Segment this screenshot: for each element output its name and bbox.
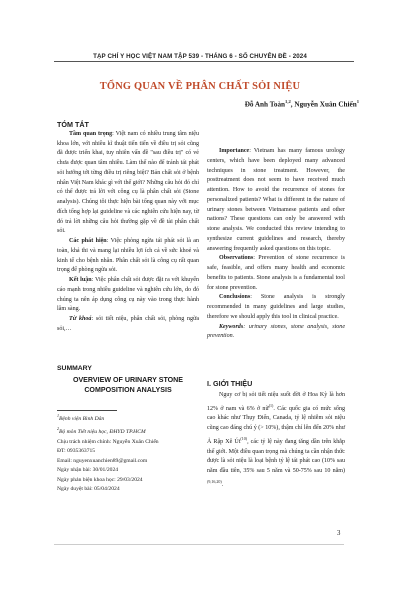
summary-block bbox=[57, 365, 199, 395]
intro-heading: I. GIỚI THIỆU bbox=[207, 379, 253, 388]
footnote-phone: ĐT: 0935363715 bbox=[57, 448, 96, 455]
footnote-affiliation-2: $^2$Bộ môn Tiết niệu học, ĐHYD TP.HCM bbox=[57, 426, 146, 436]
author-2-affil: 1 bbox=[356, 99, 359, 104]
abstract-en-observations: Observations: Prevention of stone recurrence is safe, feasible, and offers many health and economic benefits to patients. Stone analysis is a fundamental tool for stone prevention. bbox=[207, 255, 345, 291]
abstract-en-importance: Importance: Vietnam has many famous urology centers, which have been deployed many advanced techniques in stone treatment. However, the posttreatment does not seem to have received much attention. How to avoid the recurrence of stones for personalized patients? What is different in the nature of urinary stones between Vietnamese patients and other nations? These questions can only be answered with stone analysis. We conducted this review intending to synthesize current guidelines and research, thereby answering frequently asked questions on this topic. bbox=[207, 148, 345, 252]
abstract-english bbox=[207, 147, 345, 342]
author-1: Đỗ Anh Toàn bbox=[244, 100, 286, 109]
footnotes bbox=[57, 411, 202, 495]
header-rule bbox=[54, 61, 354, 62]
abstract-en-conclusions: Conclusions: Stone analysis is strongly recommended in many guidelines and large studies, therefore we should apply this tool in clinical practice. bbox=[207, 294, 345, 320]
footnote-received: Ngày nhận bài: 30/01/2024 bbox=[57, 467, 119, 474]
abstract-heading: TÓM TẮT bbox=[57, 120, 89, 129]
abstract-vi-importance: Tầm quan trọng: Việt nam có nhiều trung tâm niệu khoa lớn, với nhiều kĩ thuật tiến tiến về điều trị sỏi cũng đã được triển khai, tuy nhiên vấn đề "sau điều trị" có vẻ chưa được quan tâm nhiều. Làm thế nào để tránh tái phát sỏi hướng tới từng điều trị riêng biệt? Bản chất sỏi ở bệnh nhân Việt Nam khác gì với thế giới? Những câu hỏi đó chỉ có thể được trả lời với công cụ là phân chất sỏi (Stone analysis). Chúng tôi thực hiện bài tổng quan này với mục đích tổng hợp lại guideline và các nghiên cứu hiện nay, từ đó trả lời những câu hỏi thường gặp về đề tài phân chất sỏi. bbox=[57, 130, 199, 235]
footnote-accepted: Ngày duyệt bài: 05/04/2024 bbox=[57, 486, 120, 493]
intro-paragraph: Nguy cơ bị sỏi tiết niệu suốt đời ở Hoa Kỳ là hơn 12% ở nam và 6% ở nữ$^{(1)}$. Các quốc gia có mức sống cao khác như Thụy Điển, Canada, tỷ lệ nhiễm sỏi niệu cũng cao đáng chú ý (> 10%), thậm chí lên đến 20% như Ả Rập Xê $Út^{(10)}$, các tỷ lệ này đang tăng dần trên khắp thế giới. Một điều quan trọng mà chúng ta cần nhận thức được là sỏi niệu là loại bệnh tỷ lệ tái phát cao (10% sau năm đầu tiên, 35% sau 5 năm và 50-75% sau 10 năm)$^{(9,16,20)}$. bbox=[207, 391, 345, 488]
introduction bbox=[207, 379, 345, 491]
bottom-rule bbox=[54, 544, 344, 545]
article-title: TỔNG QUAN VỀ PHÂN CHẤT SỎI NIỆU bbox=[99, 81, 301, 92]
english-title-line-2: COMPOSITION ANALYSIS bbox=[84, 386, 172, 394]
footnote-affiliation-1: $^1$Bệnh viện Bình Dân bbox=[57, 413, 105, 422]
running-head: TẠP CHÍ Y HỌC VIỆT NAM TẬP 539 - THÁNG 6 - SỐ CHUYÊN ĐỀ - 2024 bbox=[93, 53, 307, 60]
summary-heading: SUMMARY bbox=[57, 365, 92, 372]
footnote-email: Email: nguyenxuanchien89@gmail.com bbox=[57, 457, 148, 464]
abstract-vi-conclusion: Kết luận: Việc phân chất sỏi được đặt ra với khuyến cáo mạnh trong nhiều guideline và nghiên cứu lớn, do đó chúng ta nên áp dụng công cụ này vào trong thực hành lâm sàng. bbox=[57, 277, 199, 313]
page-number: 3 bbox=[337, 530, 341, 537]
abstract-vi-keywords: Từ khoá: sỏi tiết niệu, phân chất sỏi, phòng ngừa sỏi,… bbox=[57, 316, 200, 332]
footnote-reviewed: Ngày phản biện khoa học: 29/03/2024 bbox=[57, 476, 143, 483]
abstract-en-keywords: Keywords: urinary stones, stone analysis, stone prevention. bbox=[207, 323, 345, 340]
abstract-vietnamese bbox=[57, 120, 199, 335]
author-1-affil: 1,2 bbox=[285, 99, 291, 104]
english-title-line-1: OVERVIEW OF URINARY STONE bbox=[72, 376, 184, 384]
author-line bbox=[245, 99, 359, 108]
abstract-vi-findings: Các phát hiện: Việc phòng ngừa tái phát sỏi là an toàn, khả thi và mang lại nhiều lợi ích cả về sức khoẻ và kinh tế cho bệnh nhân. Phân chất sỏi là công cụ rất quan trọng để phòng ngừa sỏi. bbox=[57, 238, 199, 274]
footnote-corresponding: Chịu trách nhiệm chính: Nguyễn Xuân Chiến bbox=[57, 438, 159, 445]
author-2: , Nguyễn Xuân Chiến bbox=[290, 100, 357, 109]
